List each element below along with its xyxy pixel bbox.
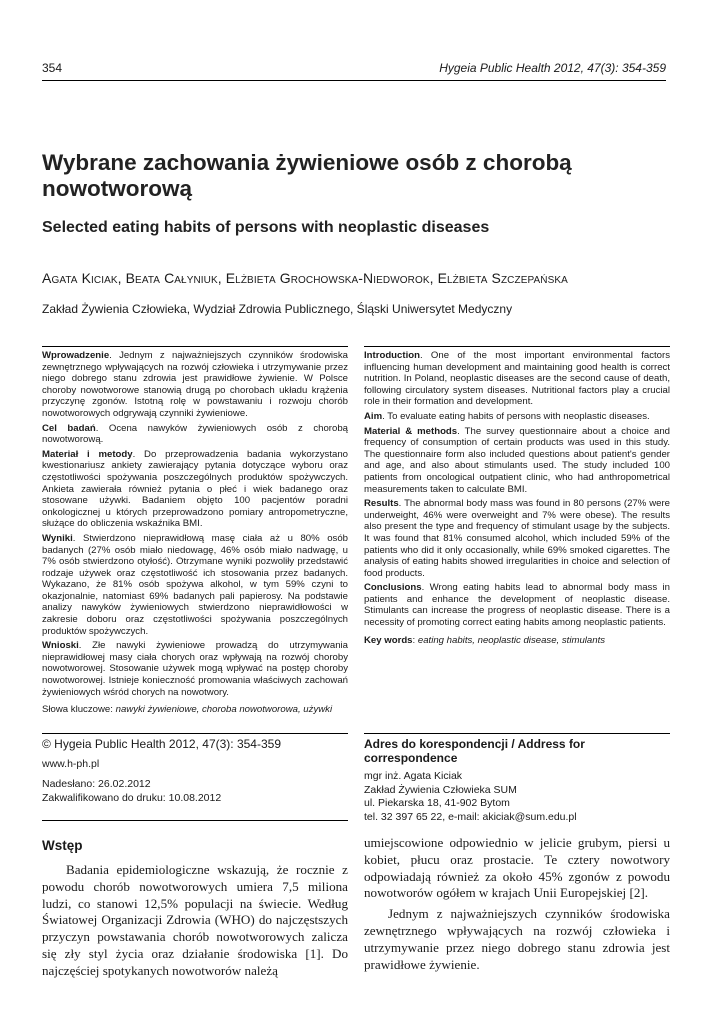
keywords-text: nawyki żywieniowe, choroba nowotworowa, używki: [115, 704, 333, 716]
keywords-label: Słowa kluczowe: [42, 704, 111, 716]
section-text: . Jednym z najważniejszych czynników środowiska zewnętrznego wpływających na rozwój człowieka i utrzymywanie przez niego dobrego stanu zdrowia jest prawidłowe żywienie. W Polsce choroby nowotworowe stanowią drugą po chorobach układu krążenia przyczynę zgonów. Istotną rolę w powstawaniu i rozwoju chorób nowotworowych odgrywają czynniki żywieniowe.: [42, 350, 348, 419]
section-label: Conclusions: [364, 582, 422, 594]
section-label: Aim: [364, 410, 383, 422]
section-text: . The survey questionnaire about a choice and frequency of consumption of certain products was used in this study. The questionnaire form also included questions about patient's gender and age, and also about stimulants used. The study included 100 patients from oncological outpatient clinic, who had anthropometrical measurements taken to calculate BMI.: [364, 425, 671, 495]
abstract-en-results: [364, 498, 670, 579]
section-text: . Ocena nawyków żywieniowych osób z chorobą nowotworową.: [42, 422, 348, 446]
section-label: Results: [364, 498, 399, 510]
section-text: . To evaluate eating habits of persons with neoplastic diseases.: [382, 410, 650, 422]
abstract-english: [364, 350, 670, 649]
section-text: . Złe nawyki żywieniowe prowadzą do utrzymywania nieprawidłowej masy ciała chorych oraz wpływają na rozwój choroby nowotworowej. Stosowanie używek mogą wpływać na postęp choroby nowotworowej. Istnieje konieczność promowania właściwych zachowań żywieniowych wśród chorych na nowotwory.: [42, 640, 348, 698]
intro-paragraph-1: Badania epidemiologiczne wskazują, że rocznie z powodu chorób nowotworowych umiera 7,5 miliona ludzi, co stanowi 12,5% populacji na świecie. Według Światowej Organizacji Zdrowia (WHO) do najczęstszych przyczyn powstawania chorób nowotworowych zalicza się zły styl życia oraz działanie środowiska [1]. Do najczęściej spotykanych nowotworów należą: [42, 862, 348, 978]
intro-paragraph-1-continued: umiejscowione odpowiednio w jelicie grubym, piersi u kobiet, płucu oraz prostacie. Te cztery nowotwory odpowiadają również za około 45% zgonów z powodu nowotworów ogółem w krajach Unii Europejskiej [2].: [364, 835, 670, 901]
affiliation: Zakład Żywienia Człowieka, Wydział Zdrowia Publicznego, Śląski Uniwersytet Medyczny: [42, 302, 513, 316]
header-rule: [42, 80, 666, 81]
section-label: Wnioski: [42, 640, 79, 652]
correspondence-heading: Adres do korespondencji / Address for correspondence: [364, 737, 585, 765]
intro-paragraph-2: Jednym z najważniejszych czynników środowiska zewnętrznego wpływających na rozwój człowieka i utrzymywanie przez niego dobrego stanu zdrowia jest prawidłowe żywienie.: [364, 906, 670, 972]
abstract-pl-wnioski: [42, 640, 348, 698]
correspondence-contact: tel. 32 397 65 22, e-mail: akiciak@sum.edu.pl: [364, 810, 577, 823]
section-text: . Do przeprowadzenia badania wykorzystano kwestionariusz ankiety zawierający pytania dotyczące wyboru oraz częstotliwości spożywania poszczególnych produktów spożywczych. Ankieta zawierała również pytania o płeć i wiek badanego oraz stosowane używki. Badaniem objęto 100 pacjentów poradni onkologicznej u których przeprowadzono pomiary antropometryczne, służące do obliczenia wskaźnika BMI.: [42, 448, 348, 530]
section-label: Material & methods: [364, 425, 458, 437]
info-right-rule: [364, 733, 670, 734]
accepted-date: Zakwalifikowano do druku: 10.08.2012: [42, 791, 222, 804]
info-left-rule: [42, 733, 348, 734]
section-label: Introduction: [364, 350, 420, 361]
publication-info: [42, 738, 348, 805]
section-label: Cel badań: [42, 422, 96, 434]
section-label: Wprowadzenie: [42, 350, 110, 361]
abstract-en-conclusions: [364, 582, 670, 628]
abstract-en-methods: [364, 426, 670, 496]
abstract-pl-wyniki: [42, 533, 348, 637]
section-label: Wyniki: [42, 532, 73, 544]
abstract-pl-cel: [42, 423, 348, 446]
keywords-text: eating habits, neoplastic disease, stimulants: [417, 634, 606, 646]
page-number: 354: [42, 61, 63, 75]
copyright: © Hygeia Public Health 2012, 47(3): 354-359: [42, 737, 281, 751]
correspondence: [364, 738, 670, 824]
correspondence-dept: Zakład Żywienia Człowieka SUM: [364, 783, 517, 796]
section-label: Materiał i metody: [42, 448, 133, 460]
abstract-en-introduction: [364, 350, 670, 408]
intro-right-column: [364, 835, 670, 973]
abstract-en-aim: [364, 411, 670, 423]
correspondence-street: ul. Piekarska 18, 41-902 Bytom: [364, 797, 510, 809]
abstract-pl-keywords: Słowa kluczowe: nawyki żywieniowe, choroba nowotworowa, używki: [42, 704, 333, 716]
section-text: . Wrong eating habits lead to abnormal body mass in patients and enhance the development of neoplastic disease. Stimulants can increase the progress of neoplastic disease. There is a necessity of promoting correct eating habits among neoplastic patients.: [364, 582, 670, 629]
website-link[interactable]: www.h-ph.pl: [42, 757, 100, 770]
section-text: . Stwierdzono nieprawidłową masę ciała aż u 80% osób badanych (27% osób miało niedowagę, 46% osób miało nadwagę, u 7% osób stwierdzono otyłość). Otrzymane wyniki pozwoliły przedstawić rodzaje używek oraz częstotliwość ich stosowania przez badanych. Wykazano, że 81% osób spożywa alkohol, w tym 59% czyni to okazjonalnie, natomiast 69% badanych pali papierosy. Na podstawie analizy nawyków żywieniowych stwierdzono nieprawidłowości w zakresie doboru oraz częstotliwości spożywania poszczególnych produktów spożywczych.: [42, 532, 348, 637]
abstract-polish: [42, 350, 348, 719]
title-english: Selected eating habits of persons with neoplastic diseases: [42, 219, 490, 236]
abstract-pl-top-rule: [42, 346, 348, 347]
section-text: . The abnormal body mass was found in 80 persons (27% were underweight, 46% were overweight and 7% were obese). The results also present the type and frequency of stimulant usage by the subjects. It was found that 81% consumed alcohol, which included 59% of the patients who did it only occasionally, while 69% smoked cigarettes. The analysis of eating habits showed irregularities in choice and selection of food products.: [364, 498, 670, 579]
journal-citation: Hygeia Public Health 2012, 47(3): 354-359: [439, 61, 666, 75]
keywords-label: Key words: [364, 634, 413, 646]
abstract-pl-metody: [42, 449, 348, 530]
section-text: . One of the most important environmental factors influencing human development and maintaining good health is correct nutrition. In Poland, neoplastic diseases are the second cause of death, following circulatory system diseases. Nutritional factors play a crucial role in their formation and development.: [364, 350, 670, 408]
abstract-en-keywords: Key words: eating habits, neoplastic disease, stimulants: [364, 634, 606, 646]
intro-rule: [42, 820, 348, 821]
section-heading-wstep: Wstęp: [42, 838, 83, 853]
title-polish: Wybrane zachowania żywieniowe osób z chorobą nowotworową: [42, 150, 572, 201]
correspondence-name: mgr inż. Agata Kiciak: [364, 770, 463, 782]
authors: Agata Kiciak, Beata Całyniuk, Elżbieta Grochowska-Niedworok, Elżbieta Szczepańska: [42, 270, 568, 286]
submitted-date: Nadesłano: 26.02.2012: [42, 778, 151, 790]
abstract-en-top-rule: [364, 346, 670, 347]
abstract-pl-wprowadzenie: [42, 350, 348, 420]
